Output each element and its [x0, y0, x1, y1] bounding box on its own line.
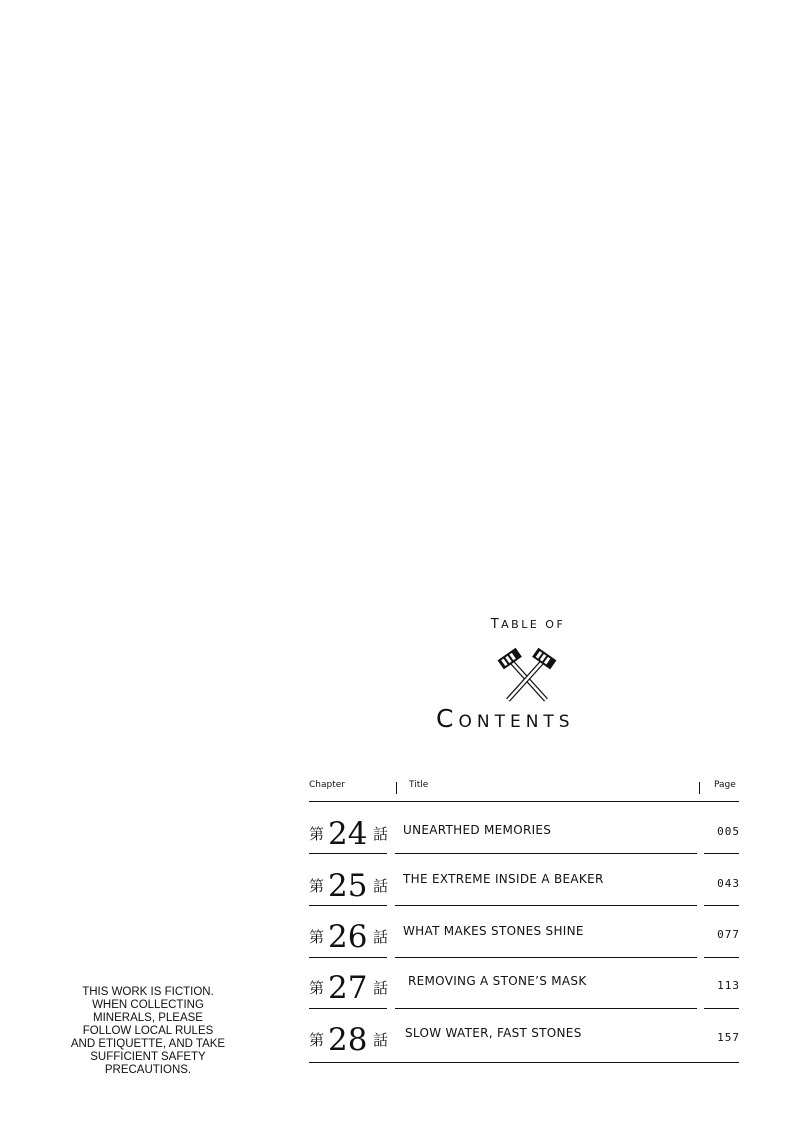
chapter-title: WHAT MAKES STONES SHINE	[403, 924, 584, 938]
row-rule	[309, 1008, 387, 1009]
chapter-prefix-kanji: 第	[309, 877, 325, 895]
chapter-number-24	[309, 814, 389, 850]
chapter-suffix-kanji: 話	[373, 979, 389, 997]
page-number: 077	[717, 928, 740, 941]
disclaimer-line: PRECAUTIONS.	[104, 1064, 192, 1076]
column-separator	[396, 782, 397, 794]
chapter-suffix-kanji: 話	[373, 928, 389, 946]
row-rule	[309, 853, 387, 854]
toc-heading-top	[468, 617, 588, 632]
disclaimer-line: FOLLOW LOCAL RULES	[82, 1025, 214, 1037]
column-separator	[699, 782, 700, 794]
row-rule	[309, 957, 387, 958]
chapter-number: 28	[328, 1022, 368, 1058]
page-number: 005	[717, 825, 740, 838]
column-header-chapter: Chapter	[309, 780, 345, 790]
row-rule	[704, 957, 739, 958]
toc-heading-bottom-initial: C	[436, 704, 459, 733]
toc-heading-top-initial: T	[490, 617, 502, 632]
chapter-suffix-kanji: 話	[373, 877, 389, 895]
page-number: 043	[717, 877, 740, 890]
row-rule	[704, 853, 739, 854]
footer-rule	[309, 1062, 739, 1063]
chapter-title: REMOVING A STONE’S MASK	[408, 974, 587, 988]
disclaimer-line: WHEN COLLECTING	[92, 999, 204, 1011]
chapter-title: SLOW WATER, FAST STONES	[405, 1026, 582, 1040]
chapter-number: 25	[328, 868, 368, 904]
row-rule	[395, 905, 697, 906]
chapter-prefix-kanji: 第	[309, 1031, 325, 1049]
chapter-number-27	[309, 968, 389, 1004]
toc-heading-bottom	[436, 704, 616, 733]
row-rule	[395, 853, 697, 854]
chapter-prefix-kanji: 第	[309, 825, 325, 843]
header-rule	[309, 801, 739, 802]
chapter-number-28	[309, 1020, 389, 1056]
chapter-number: 24	[328, 816, 368, 852]
page-number: 113	[717, 979, 740, 992]
page-number: 157	[717, 1031, 740, 1044]
chapter-suffix-kanji: 話	[373, 1031, 389, 1049]
toc-heading-bottom-rest: ONTENTS	[458, 712, 575, 732]
row-rule	[704, 905, 739, 906]
row-rule	[704, 1008, 739, 1009]
row-rule	[395, 957, 697, 958]
toc-heading-top-rest: ABLE OF	[501, 618, 566, 631]
disclaimer-line: MINERALS, PLEASE	[93, 1012, 203, 1024]
chapter-title: UNEARTHED MEMORIES	[403, 823, 552, 837]
row-rule	[309, 905, 387, 906]
disclaimer-line: THIS WORK IS FICTION.	[82, 986, 214, 998]
disclaimer-line: SUFFICIENT SAFETY	[90, 1051, 206, 1063]
chapter-prefix-kanji: 第	[309, 928, 325, 946]
chapter-prefix-kanji: 第	[309, 979, 325, 997]
row-rule	[395, 1008, 697, 1009]
chapter-suffix-kanji: 話	[373, 825, 389, 843]
chapter-number: 26	[328, 919, 368, 955]
column-header-page: Page	[714, 780, 736, 790]
column-header-title: Title	[409, 780, 429, 790]
crossed-hammers-icon	[496, 645, 558, 707]
fiction-disclaimer	[58, 986, 238, 1077]
disclaimer-line: AND ETIQUETTE, AND TAKE	[70, 1038, 226, 1050]
chapter-number-25	[309, 866, 389, 902]
chapter-number: 27	[328, 970, 368, 1006]
chapter-title: THE EXTREME INSIDE A BEAKER	[403, 872, 604, 886]
chapter-number-26	[309, 917, 389, 953]
